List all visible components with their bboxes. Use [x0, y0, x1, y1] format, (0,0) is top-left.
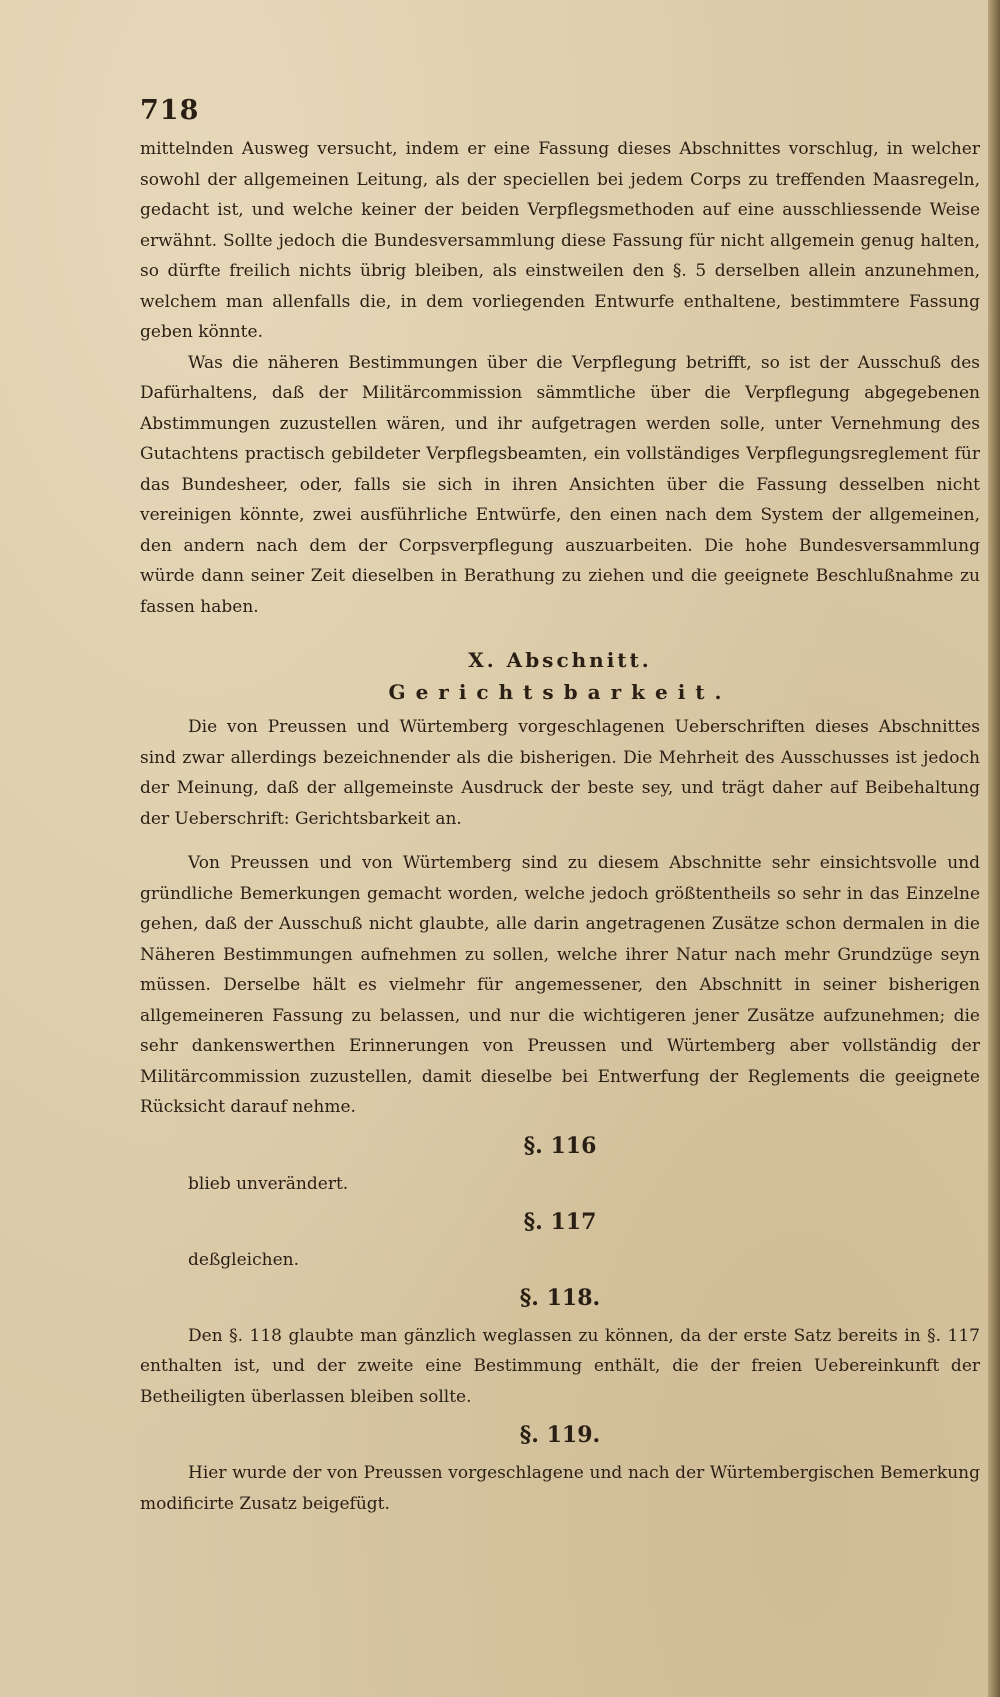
paragraph-heading-116: §. 116: [523, 1132, 597, 1159]
paragraph-118-text: Den §. 118 glaubte man gänzlich weglassen zu können, da der erste Satz bereits in §. 117 enthalten ist, und der zweite eine Bestimmung enthält, die der freien Uebereinkunft der Betheiligten überlassen bleiben sollte.: [140, 1325, 980, 1407]
document-page: [140, 95, 980, 1519]
paragraph-heading-118: §. 118.: [519, 1284, 601, 1311]
paragraph: Die von Preussen und Würtemberg vorgeschlagenen Ueberschriften dieses Abschnittes sind zwar allerdings bezeichnender als die bisherigen. Die Mehrheit des Ausschusses ist jedoch der Meinung, daß der allgemeinste Ausdruck der beste sey, und trägt daher auf Beibehaltung der Ueberschrift: Gerichtsbarkeit an.: [140, 717, 980, 829]
paragraph-heading-119: §. 119.: [519, 1422, 601, 1448]
page-edge-shadow: [988, 0, 1000, 1697]
paragraph-119-text: Hier wurde der von Preussen vorgeschlagene und nach der Würtembergischen Bemerkung modificirte Zusatz beigefügt.: [140, 1463, 980, 1514]
paragraph: mittelnden Ausweg versucht, indem er eine Fassung dieses Abschnittes vorschlug, in welcher sowohl der allgemeinen Leitung, als der speciellen bei jedem Corps zu treffenden Maasregeln, gedacht ist, und welche keiner der beiden Verpflegsmethoden auf eine ausschliessende Weise erwähnt. Sollte jedoch die Bundesversammlung diese Fassung für nicht allgemein genug halten, so dürfte freilich nichts übrig bleiben, als einstweilen den §. 5 derselben allein anzunehmen, welchem man allenfalls die, in dem vorliegenden Entwurfe enthaltene, bestimmtere Fassung geben könnte.: [140, 139, 980, 342]
section-heading: X. Abschnitt.: [468, 648, 652, 672]
page-number: 718: [140, 95, 200, 126]
section-subheading: Gerichtsbarkeit.: [388, 680, 732, 704]
paragraph-heading-117: §. 117: [523, 1208, 597, 1235]
paragraph-116-text: blieb unverändert.: [188, 1173, 349, 1194]
paragraph: Was die näheren Bestimmungen über die Verpflegung betrifft, so ist der Ausschuß des Dafürhaltens, daß der Militärcommission sämmtliche über die Verpflegung abgegebenen Abstimmungen zuzustellen wären, und ihr aufgetragen werden solle, unter Vernehmung des Gutachtens practisch gebildeter Verpflegsbeamten, ein vollständiges Verpflegungsreglement für das Bundesheer, oder, falls sie sich in ihren Ansichten über die Fassung desselben nicht vereinigen könnte, zwei ausführliche Entwürfe, den einen nach dem System der allgemeinen, den andern nach dem der Corpsverpflegung auszuarbeiten. Die hohe Bundesversammlung würde dann seiner Zeit dieselben in Berathung zu ziehen und die geeignete Beschlußnahme zu fassen haben.: [140, 352, 980, 617]
paragraph: Von Preussen und von Würtemberg sind zu diesem Abschnitte sehr einsichtsvolle und gründliche Bemerkungen gemacht worden, welche jedoch größtentheils so sehr in das Einzelne gehen, daß der Ausschuß nicht glaubte, alle darin angetragenen Zusätze schon dermalen in die Näheren Bestimmungen aufnehmen zu sollen, welche ihrer Natur nach mehr Grundzüge seyn müssen. Derselbe hält es vielmehr für angemessener, den Abschnitt in seiner bisherigen allgemeineren Fassung zu belassen, und nur die wichtigeren jener Zusätze aufzunehmen; die sehr dankenswerthen Erinnerungen von Preussen und Würtemberg aber vollständig der Militärcommission zuzustellen, damit dieselbe bei Entwerfung der Reglements die geeignete Rücksicht darauf nehme.: [140, 853, 980, 1117]
paragraph-117-text: deßgleichen.: [188, 1249, 299, 1270]
